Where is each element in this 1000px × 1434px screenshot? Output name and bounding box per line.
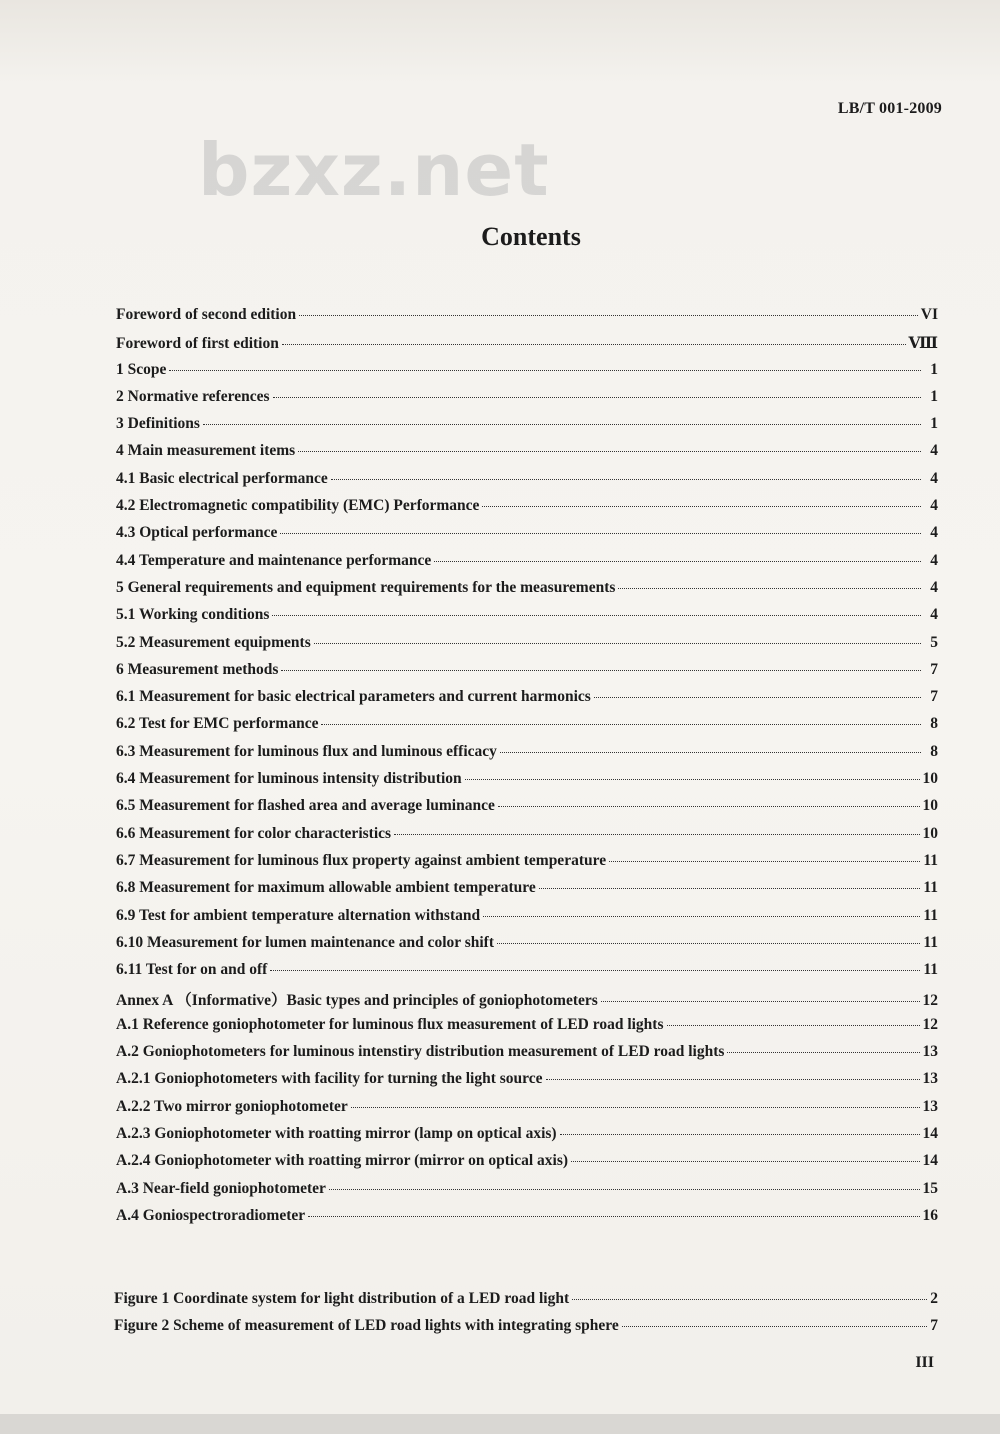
toc-entry[interactable] <box>116 988 938 1015</box>
toc-entry-page: 12 <box>922 992 938 1010</box>
toc-entry-page: 11 <box>923 879 938 897</box>
toc-entry-title: 6.9 Test for ambient temperature alternation withstand <box>116 906 481 924</box>
toc-entry[interactable] <box>116 715 938 742</box>
dot-leader <box>500 752 921 753</box>
page-number: III <box>915 1354 934 1371</box>
toc-entry-page: 15 <box>922 1179 938 1197</box>
dot-leader <box>539 888 921 889</box>
list-of-figures <box>114 1290 938 1345</box>
toc-entry[interactable] <box>116 333 938 360</box>
toc-entry-page: 4 <box>930 442 938 460</box>
figure-entry[interactable] <box>114 1317 938 1344</box>
dot-leader <box>498 806 920 807</box>
dot-leader <box>572 1299 927 1300</box>
toc-entry-title: Foreword of second edition <box>116 306 297 323</box>
toc-entry-title: 6.6 Measurement for color characteristics <box>116 824 392 842</box>
toc-entry-title: 6.7 Measurement for luminous flux property against ambient temperature <box>116 851 607 869</box>
toc-entry-title: A.2.2 Two mirror goniophotometer <box>116 1097 348 1115</box>
dot-leader <box>203 424 921 425</box>
toc-entry-page: 4 <box>930 551 938 569</box>
toc-entry-title: 4.2 Electromagnetic compatibility (EMC) Performance <box>116 497 480 515</box>
dot-leader <box>280 533 921 534</box>
toc-entry-page: 14 <box>922 1152 938 1170</box>
toc-entry-title: 6.1 Measurement for basic electrical parameters and current harmonics <box>116 688 591 706</box>
toc-entry-page: 1 <box>930 415 938 433</box>
bottom-edge-strip <box>0 1414 1000 1434</box>
toc-entry[interactable] <box>116 388 938 415</box>
toc-entry[interactable] <box>116 634 938 661</box>
dot-leader <box>299 315 918 316</box>
toc-entry-page: 10 <box>922 770 938 788</box>
toc-entry-title: A.3 Near-field goniophotometer <box>116 1179 326 1197</box>
page-title: Contents <box>481 222 581 251</box>
toc-entry[interactable] <box>116 579 938 606</box>
dot-leader <box>483 916 920 917</box>
toc-entry-page: 14 <box>922 1124 938 1142</box>
toc-entry-title: 6.3 Measurement for luminous flux and luminous efficacy <box>116 742 497 760</box>
toc-entry-title: 5.2 Measurement equipments <box>116 633 311 651</box>
toc-entry-page: 4 <box>930 578 938 596</box>
toc-entry[interactable] <box>116 879 938 906</box>
dot-leader <box>298 451 921 452</box>
dot-leader <box>272 615 921 616</box>
toc-entry-page: 11 <box>923 851 938 869</box>
dot-leader <box>282 344 906 345</box>
dot-leader <box>465 779 920 780</box>
toc-entry-page: 11 <box>923 961 938 979</box>
toc-entry-title: 6.11 Test for on and off <box>116 961 268 979</box>
toc-entry-title: 6.8 Measurement for maximum allowable ambient temperature <box>116 879 536 897</box>
toc-entry[interactable] <box>116 1043 938 1070</box>
toc-entry-title: 6.4 Measurement for luminous intensity distribution <box>116 770 462 788</box>
toc-entry-page: 7 <box>930 688 938 706</box>
table-of-contents <box>116 306 938 1234</box>
toc-entry-title: 6.2 Test for EMC performance <box>116 715 319 733</box>
document-code: LB/T 001-2009 <box>837 100 942 117</box>
dot-leader <box>497 943 920 944</box>
toc-entry-page: 8 <box>930 742 938 760</box>
toc-entry[interactable] <box>116 825 938 852</box>
dot-leader <box>281 670 921 671</box>
figure-entry[interactable] <box>114 1290 938 1317</box>
dot-leader <box>169 370 921 371</box>
toc-entry-title: 5.1 Working conditions <box>116 606 270 624</box>
toc-entry-page: 10 <box>922 797 938 815</box>
toc-entry[interactable] <box>116 907 938 934</box>
toc-entry-page: 5 <box>930 633 938 651</box>
toc-entry-page: 16 <box>922 1206 938 1224</box>
dot-leader <box>618 588 921 589</box>
toc-entry-title: 4.4 Temperature and maintenance performance <box>116 551 432 569</box>
toc-entry-title: Foreword of first edition <box>116 335 279 353</box>
toc-entry-title: 6.10 Measurement for lumen maintenance and color shift <box>116 933 495 951</box>
dot-leader <box>601 1001 920 1002</box>
toc-entry[interactable] <box>116 743 938 770</box>
toc-entry-page: 12 <box>922 1015 938 1033</box>
toc-entry[interactable] <box>116 361 938 388</box>
toc-entry[interactable] <box>116 552 938 579</box>
toc-entry-title: 5 General requirements and equipment requirements for the measurements <box>116 578 616 596</box>
dot-leader <box>434 561 921 562</box>
toc-entry[interactable] <box>116 606 938 633</box>
toc-entry-title: 4.1 Basic electrical performance <box>116 469 328 487</box>
toc-entry-title: 4.3 Optical performance <box>116 524 278 542</box>
toc-entry-title: 2 Normative references <box>116 387 270 405</box>
toc-entry[interactable] <box>116 470 938 497</box>
dot-leader <box>571 1161 919 1162</box>
toc-entry[interactable] <box>116 852 938 879</box>
toc-entry-page: Ⅷ <box>908 335 938 353</box>
toc-entry-title: A.2.3 Goniophotometer with roatting mirror (lamp on optical axis) <box>116 1124 557 1142</box>
dot-leader <box>667 1025 920 1026</box>
toc-entry-page: 4 <box>930 524 938 542</box>
toc-entry-page: VI <box>920 306 938 323</box>
toc-entry[interactable] <box>116 524 938 551</box>
toc-entry[interactable] <box>116 688 938 715</box>
dot-leader <box>314 643 921 644</box>
dot-leader <box>560 1134 920 1135</box>
figure-entry-title: Figure 2 Scheme of measurement of LED road lights with integrating sphere <box>114 1317 619 1335</box>
toc-entry-title: 1 Scope <box>116 360 167 378</box>
toc-entry[interactable] <box>116 442 938 469</box>
dot-leader <box>394 834 919 835</box>
toc-entry-page: 4 <box>930 606 938 624</box>
dot-leader <box>482 506 921 507</box>
toc-entry-title: A.1 Reference goniophotometer for luminous flux measurement of LED road lights <box>116 1015 664 1033</box>
toc-entry[interactable] <box>116 1070 938 1097</box>
toc-entry[interactable] <box>116 1180 938 1207</box>
toc-entry-page: 13 <box>922 1097 938 1115</box>
dot-leader <box>308 1216 919 1217</box>
toc-entry-title: A.2.1 Goniophotometers with facility for turning the light source <box>116 1070 543 1088</box>
toc-entry[interactable] <box>116 1125 938 1152</box>
toc-entry-title: A.2.4 Goniophotometer with roatting mirror (mirror on optical axis) <box>116 1152 569 1170</box>
toc-entry[interactable] <box>116 770 938 797</box>
dot-leader <box>273 397 922 398</box>
toc-entry-page: 4 <box>930 469 938 487</box>
dot-leader <box>594 697 921 698</box>
toc-entry[interactable] <box>116 797 938 824</box>
dot-leader <box>622 1326 928 1327</box>
toc-entry[interactable] <box>116 306 938 333</box>
toc-entry[interactable] <box>116 415 938 442</box>
dot-leader <box>351 1107 920 1108</box>
dot-leader <box>546 1079 920 1080</box>
toc-entry-page: 13 <box>922 1070 938 1088</box>
toc-entry[interactable] <box>116 497 938 524</box>
toc-entry-title: A.4 Goniospectroradiometer <box>116 1206 306 1224</box>
toc-entry-title: 4 Main measurement items <box>116 442 296 460</box>
toc-entry-title: 3 Definitions <box>116 415 200 433</box>
toc-entry-page: 1 <box>930 360 938 378</box>
toc-entry[interactable] <box>116 934 938 961</box>
toc-entry-page: 11 <box>923 933 938 951</box>
dot-leader <box>329 1189 920 1190</box>
figure-entry-title: Figure 1 Coordinate system for light distribution of a LED road light <box>114 1290 570 1307</box>
toc-entry[interactable] <box>116 961 938 988</box>
toc-entry-page: 13 <box>922 1043 938 1061</box>
toc-entry-title: A.2 Goniophotometers for luminous intenstiry distribution measurement of LED road lights <box>116 1043 725 1061</box>
watermark: bzxz.net <box>198 128 550 212</box>
toc-entry-page: 10 <box>922 824 938 842</box>
toc-entry-page: 11 <box>923 906 938 924</box>
toc-entry[interactable] <box>116 661 938 688</box>
toc-entry[interactable] <box>116 1016 938 1043</box>
toc-entry[interactable] <box>116 1098 938 1125</box>
toc-entry-page: 8 <box>930 715 938 733</box>
dot-leader <box>609 861 920 862</box>
figure-entry-page: 7 <box>930 1317 938 1335</box>
dot-leader <box>321 724 921 725</box>
toc-entry-title: 6 Measurement methods <box>116 660 279 678</box>
toc-entry-title: 6.5 Measurement for flashed area and average luminance <box>116 797 495 815</box>
toc-entry-page: 1 <box>930 387 938 405</box>
dot-leader <box>331 479 921 480</box>
toc-entry[interactable] <box>116 1207 938 1234</box>
toc-entry-title: Annex A （Informative）Basic types and principles of goniophotometers <box>116 992 598 1010</box>
dot-leader <box>727 1052 919 1053</box>
toc-entry[interactable] <box>116 1152 938 1179</box>
toc-entry-page: 4 <box>930 497 938 515</box>
figure-entry-page: 2 <box>930 1290 938 1307</box>
toc-entry-page: 7 <box>930 660 938 678</box>
dot-leader <box>270 970 920 971</box>
